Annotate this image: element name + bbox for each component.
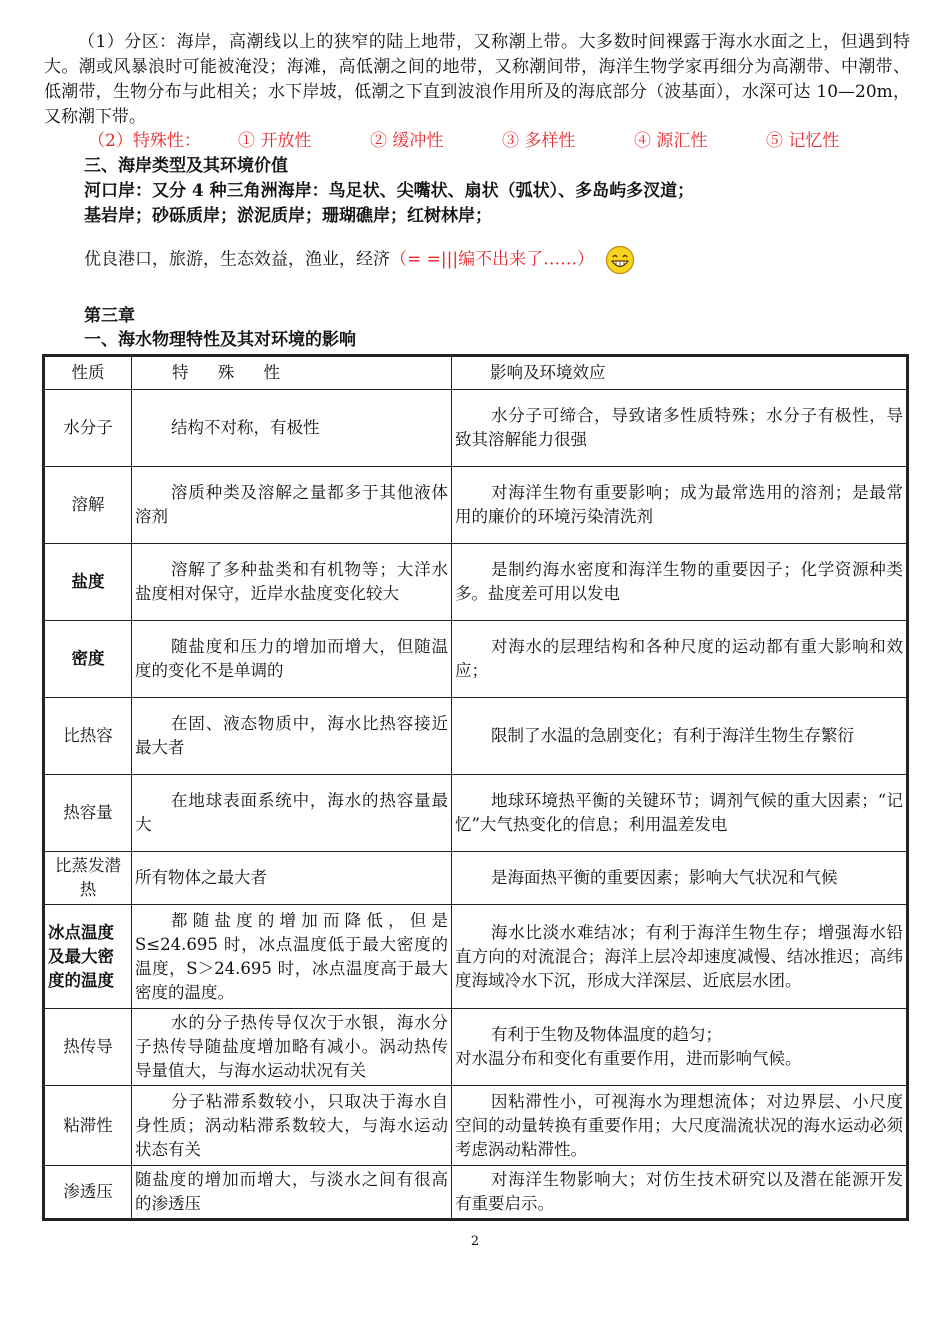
trait-cell <box>132 905 452 1009</box>
trait-text: 溶解了多种盐类和有机物等；大洋水盐度相对保守，近岸水盐度变化较大 <box>135 560 448 603</box>
traits-label: （2）特殊性： <box>88 131 201 151</box>
column-header-text: 特 殊 性 <box>172 363 292 382</box>
trait-text: 在固、液态物质中，海水比热容接近最大者 <box>135 714 448 757</box>
effect-text: 对海洋生物有重要影响；成为最常选用的溶剂；是最常用的廉价的环境污染清洗剂 <box>455 483 903 526</box>
effect-text: 对海洋生物影响大；对仿生技术研究以及潜在能源开发有重要启示。 <box>455 1170 903 1213</box>
property-cell: 热容量 <box>44 775 132 852</box>
trait-cell <box>132 1166 452 1220</box>
effect-cell <box>452 775 908 852</box>
trait-cell <box>132 390 452 467</box>
estuary-coast-line: 河口岸：又分 4 种三角洲海岸：鸟足状、尖嘴状、扇状（弧状）、多岛屿多汊道； <box>84 181 695 201</box>
column-header: 影响及环境效应 <box>452 356 908 390</box>
traits-line <box>88 129 898 154</box>
effect-text: 有利于生物及物体温度的趋匀； 对水温分布和变化有重要作用，进而影响气候。 <box>455 1025 802 1068</box>
trait-text: 随盐度的增加而增大，与淡水之间有很高的渗透压 <box>135 1170 448 1213</box>
chapter-title: 第三章 <box>84 306 135 326</box>
effect-text: 是制约海水密度和海洋生物的重要因子；化学资源种类多。盐度差可用以发电 <box>455 560 903 603</box>
effect-cell <box>452 621 908 698</box>
zoning-text: （1）分区：海岸，高潮线以上的狭窄的陆上地带，又称潮上带。大多数时间裸露于海水水面之上，但遇到特大。潮或风暴浪时可能被淹没；海滩，高低潮之间的地带，又称潮间带，海洋生物学家再细分为高潮带、中潮带、低潮带，生物分布与此相关；水下岸坡，低潮之下直到波浪作用所及的海底部分（波基面），水深可达 10—20m，又称潮下带。 <box>44 32 910 127</box>
trait-item: ⑤ 记忆性 <box>766 131 840 151</box>
effect-text: 地球环境热平衡的关键环节；调剂气候的重大因素；“记忆”大气热变化的信息；利用温差发电 <box>455 791 903 834</box>
zoning-paragraph <box>44 30 910 130</box>
trait-cell <box>132 775 452 852</box>
property-cell: 溶解 <box>44 467 132 544</box>
effect-cell <box>452 544 908 621</box>
effect-text: 限制了水温的急剧变化；有利于海洋生物生存繁衍 <box>491 726 854 745</box>
effect-text: 是海面热平衡的重要因素；影响大气状况和气候 <box>491 868 838 887</box>
table-row <box>44 621 908 698</box>
effect-cell <box>452 467 908 544</box>
trait-cell <box>132 621 452 698</box>
table-row <box>44 1086 908 1166</box>
trait-item: ① 开放性 <box>238 131 312 151</box>
property-cell: 密度 <box>44 621 132 698</box>
trait-text: 结构不对称，有极性 <box>171 418 320 437</box>
effect-text: 海水比淡水难结冰；有利于海洋生物生存；增强海水铅直方向的对流混合；海洋上层冷却速度减慢、结冰推迟；高纬度海域冷水下沉，形成大洋深层、近底层水团。 <box>455 922 903 990</box>
trait-cell <box>132 1086 452 1166</box>
property-cell: 粘滞性 <box>44 1086 132 1166</box>
section-heading: 三、海岸类型及其环境价值 <box>84 156 288 176</box>
trait-text: 水的分子热传导仅次于水银，海水分子热传导随盐度增加略有减小。涡动热传导量值大，与海水运动状况有关 <box>135 1013 448 1080</box>
effect-cell <box>452 1009 908 1086</box>
effect-cell <box>452 852 908 905</box>
coast-types-line: 基岩岸；砂砾质岸；淤泥质岸；珊瑚礁岸；红树林岸； <box>84 206 492 226</box>
environment-value-line <box>84 245 635 275</box>
values-text: 优良港口，旅游，生态效益，渔业，经济 <box>84 249 390 270</box>
table-row <box>44 1166 908 1220</box>
trait-text: 都随盐度的增加而降低，但是 S≤24.695 时，冰点温度低于最大密度的温度，S＞24.695 时，冰点温度高于最大密度的温度。 <box>135 910 448 1002</box>
effect-text: 对海水的层理结构和各种尺度的运动都有重大影响和效应； <box>455 637 903 680</box>
values-joke: （= =|||编不出来了……） <box>390 249 595 270</box>
property-cell: 渗透压 <box>44 1166 132 1220</box>
table-row <box>44 698 908 775</box>
table-row <box>44 775 908 852</box>
column-header <box>132 356 452 390</box>
table-row <box>44 544 908 621</box>
property-cell: 比蒸发潜热 <box>44 852 132 905</box>
property-cell: 冰点温度及最大密度的温度 <box>44 905 132 1009</box>
table-row <box>44 905 908 1009</box>
trait-text: 在地球表面系统中，海水的热容量最大 <box>135 791 448 834</box>
trait-item: ④ 源汇性 <box>634 131 708 151</box>
property-cell: 水分子 <box>44 390 132 467</box>
trait-text: 所有物体之最大者 <box>135 868 267 887</box>
property-cell: 比热容 <box>44 698 132 775</box>
effect-text: 水分子可缔合，导致诸多性质特殊；水分子有极性，导致其溶解能力很强 <box>455 406 903 449</box>
trait-item: ② 缓冲性 <box>370 131 444 151</box>
effect-cell <box>452 390 908 467</box>
trait-text: 分子粘滞系数较小，只取决于海水自身性质；涡动粘滞系数较大，与海水运动状态有关 <box>135 1091 448 1159</box>
trait-cell <box>132 467 452 544</box>
trait-cell <box>132 852 452 905</box>
trait-item: ③ 多样性 <box>502 131 576 151</box>
column-header: 性质 <box>44 356 132 390</box>
table-row <box>44 1009 908 1086</box>
seawater-properties-table <box>42 354 909 1221</box>
effect-text: 因粘滞性小，可视海水为理想流体；对边界层、小尺度空间的动量转换有重要作用；大尺度湍流状况的海水运动必须考虑涡动粘滞性。 <box>455 1091 903 1159</box>
table-row <box>44 467 908 544</box>
property-cell: 盐度 <box>44 544 132 621</box>
property-cell: 热传导 <box>44 1009 132 1086</box>
table-row <box>44 390 908 467</box>
effect-cell <box>452 1086 908 1166</box>
table-header-row <box>44 356 908 390</box>
page-number: 2 <box>470 1234 480 1249</box>
effect-cell <box>452 905 908 1009</box>
effect-cell <box>452 698 908 775</box>
table-heading: 一、海水物理特性及其对环境的影响 <box>84 330 356 350</box>
trait-text: 随盐度和压力的增加而增大，但随温度的变化不是单调的 <box>135 637 448 680</box>
trait-cell <box>132 1009 452 1086</box>
grinning-face-icon <box>605 245 635 275</box>
trait-cell <box>132 544 452 621</box>
effect-cell <box>452 1166 908 1220</box>
trait-text: 溶质种类及溶解之量都多于其他液体溶剂 <box>135 483 448 526</box>
trait-cell <box>132 698 452 775</box>
table-row <box>44 852 908 905</box>
